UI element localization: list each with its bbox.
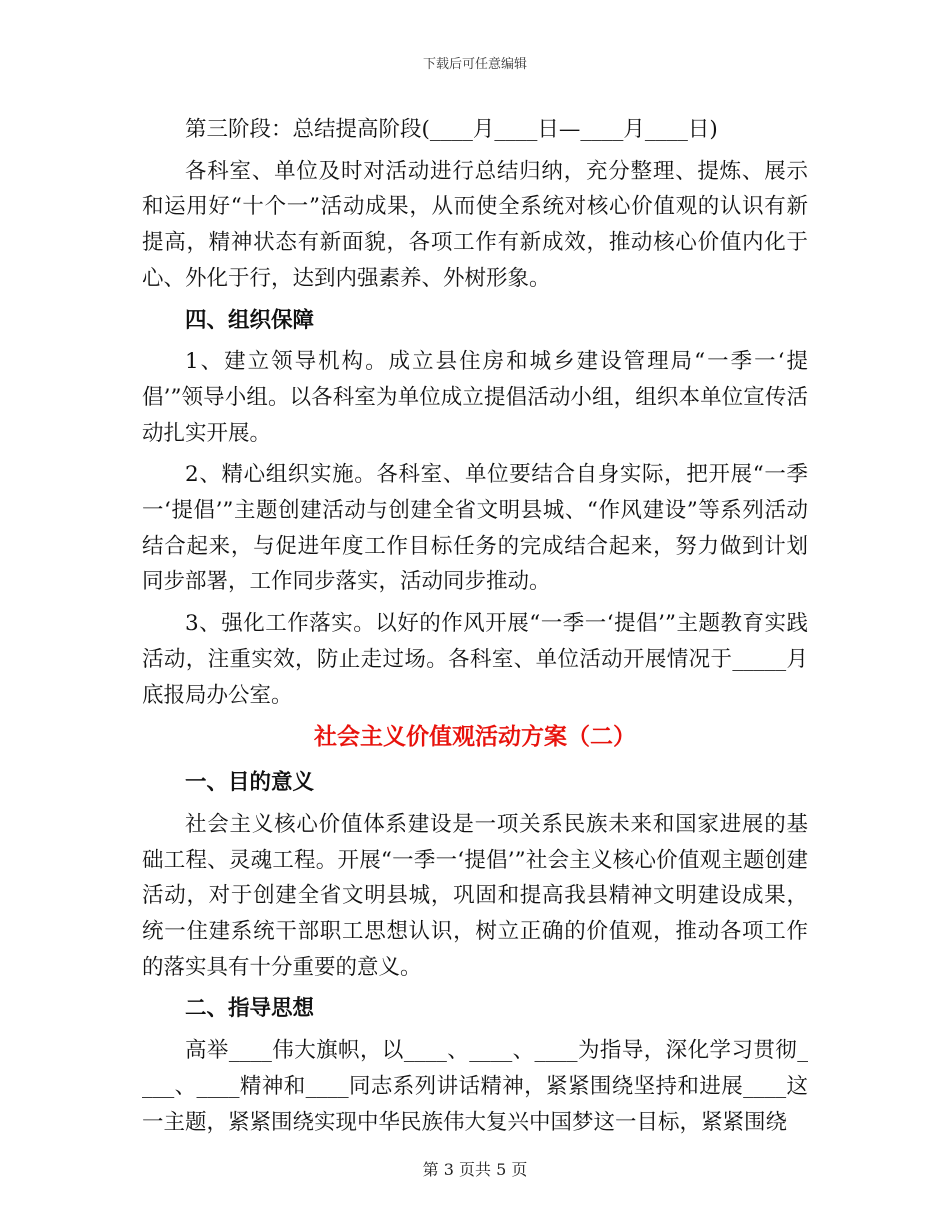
page-footer: 第 3 页共 5 页 [422,1160,528,1179]
heading-organization: 四、组织保障 [185,307,315,333]
paragraph-implementation: 2、精心组织实施。各科室、单位要结合自身实际，把开展“一季一‘提倡’”主题创建活动与创建全省文明县城、“作风建设”等系列活动结合起来，与促进年度工作目标任务的完成结合起来，努力做到计划同步部署，工作同步落实，活动同步推动。 [142,462,808,595]
paragraph-guiding-thought: 高举____伟大旗帜，以____、____、____为指导，深化学习贯彻____、____精神和____同志系列讲话精神，紧紧围绕坚持和进展____这一主题，紧紧围绕实现中华民族伟大复兴中国梦这一目标，紧紧围绕 [142,1038,808,1135]
section-title: 社会主义价值观活动方案（二） [314,723,636,751]
heading-purpose: 一、目的意义 [185,770,315,796]
page-header: 下载后可任意编辑 [422,57,527,72]
document-body [142,112,808,1146]
paragraph-work-implementation: 3、强化工作落实。以好的作风开展“一季一‘提倡’”主题教育实践活动，注重实效，防止走过场。各科室、单位活动开展情况于_____月底报局办公室。 [142,611,808,708]
paragraph-stage-three-body: 各科室、单位及时对活动进行总结归纳，充分整理、提炼、展示和运用好“十个一”活动成果，从而使全系统对核心价值观的认识有新提高，精神状态有新面貌，各项工作有新成效，推动核心价值内化于心、外化于行，达到内强素养、外树形象。 [142,158,808,291]
paragraph-purpose: 社会主义核心价值体系建设是一项关系民族未来和国家进展的基础工程、灵魂工程。开展“一季一‘提倡’”社会主义核心价值观主题创建活动，对于创建全省文明县城，巩固和提高我县精神文明建设成果，统一住建系统干部职工思想认识，树立正确的价值观，推动各项工作的落实具有十分重要的意义。 [142,811,808,980]
paragraph-stage-three: 第三阶段：总结提高阶段(____月____日—____月____日) [185,117,718,142]
heading-guiding-thought: 二、指导思想 [185,996,315,1022]
paragraph-leadership: 1、建立领导机构。成立县住房和城乡建设管理局“一季一‘提倡’”领导小组。以各科室为单位成立提倡活动小组，组织本单位宣传活动扎实开展。 [142,349,808,446]
